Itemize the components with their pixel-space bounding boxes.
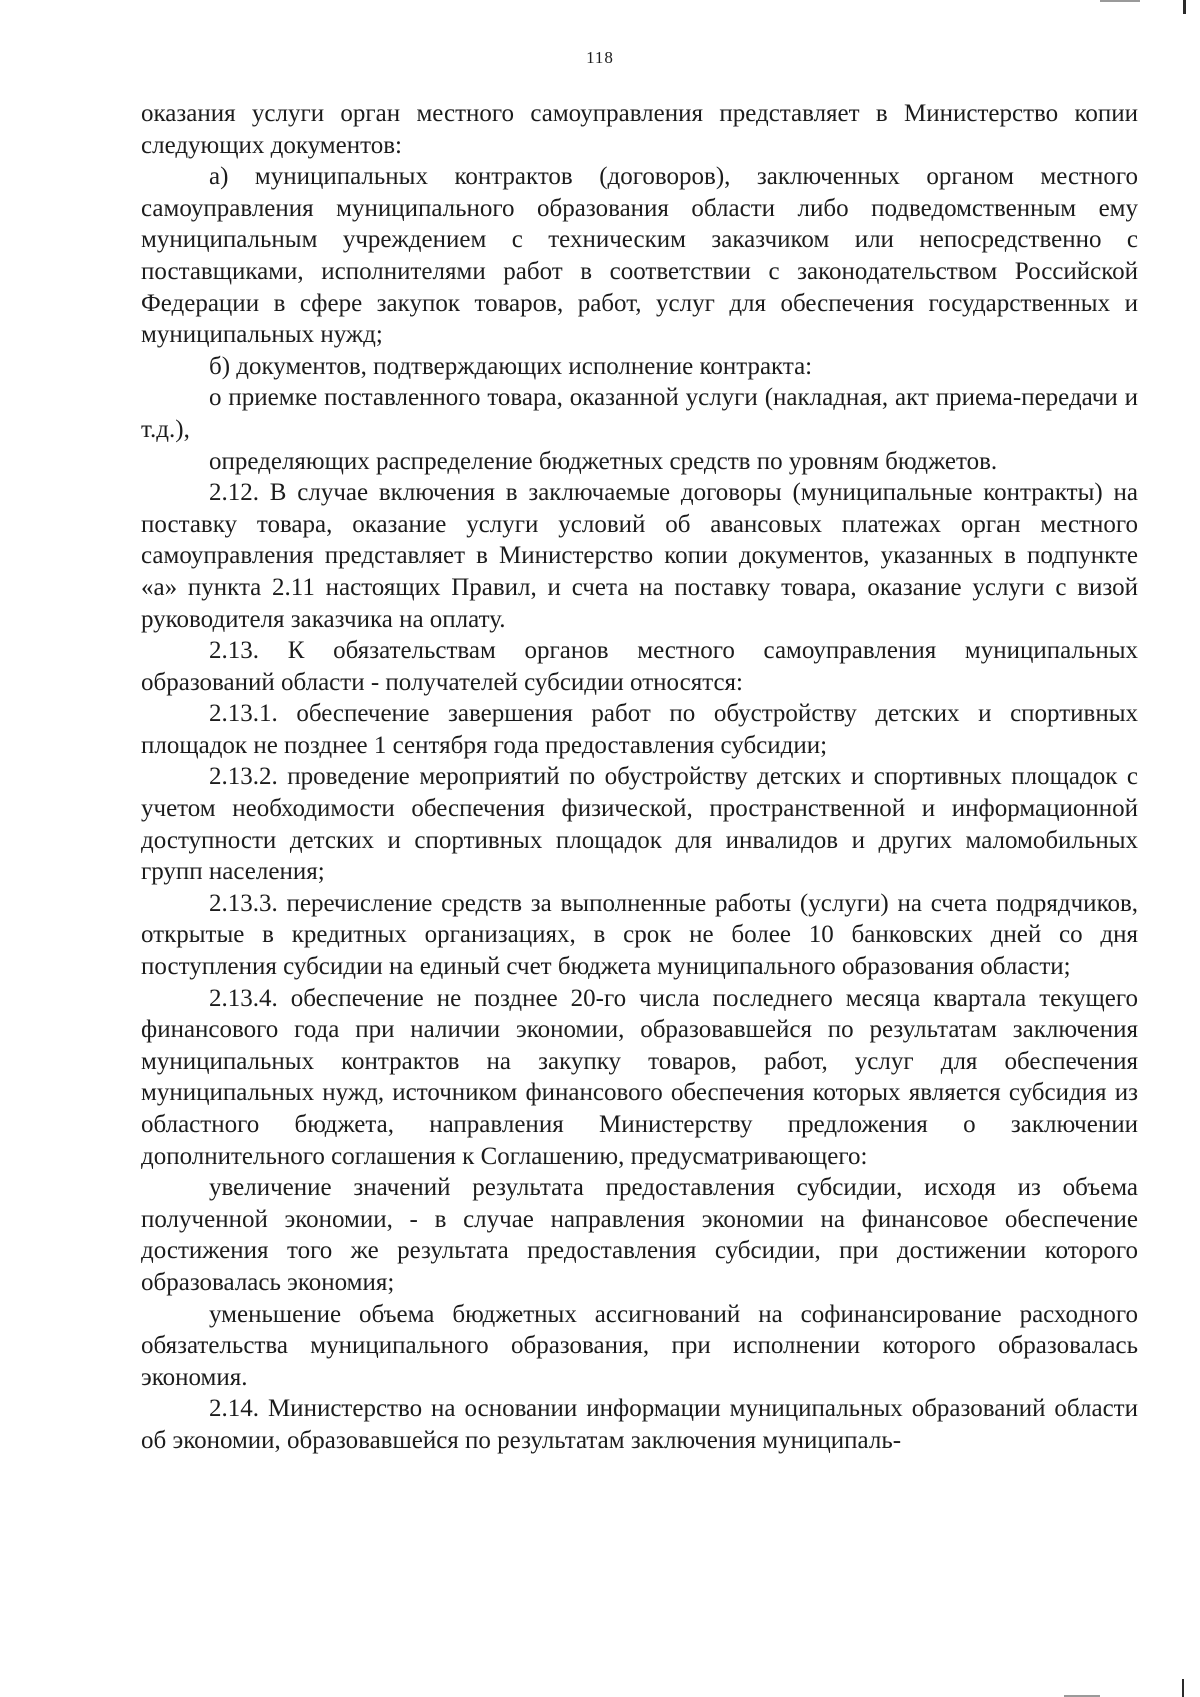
paragraph-2-13-1: 2.13.1. обеспечение завершения работ по обустройству детских и спортивных площадок не позднее 1 сентября года предоставления субсидии; xyxy=(141,700,1138,759)
paragraph-2-13-4: 2.13.4. обеспечение не позднее 20-го числа последнего месяца квартала текущего финансового года при наличии экономии, образовавшейся по результатам заключения муниципальных контрактов на закупку товаров, работ, услуг для обеспечения муниципальных нужд, источником финансового обеспечения которых является субсидия из областного бюджета, направления Министерству предложения о заключении дополнительного соглашения к Соглашению, предусматривающего: xyxy=(141,984,1138,1170)
paragraph-continuation: оказания услуги орган местного самоуправления представляет в Министерство копии следующих документов: xyxy=(141,100,1138,159)
scan-edge-mark xyxy=(1182,1679,1184,1697)
paragraph-item-a: а) муниципальных контрактов (договоров), заключенных органом местного самоуправления муниципального образования области либо подведомственным ему муниципальным учреждением с техническим заказчиком или непосредственно с поставщиками, исполнителями работ в соответствии с законодательством Российской Федерации в сфере закупок товаров, работ, услуг для обеспечения государственных и муниципальных нужд; xyxy=(141,163,1138,349)
paragraph-decrease: уменьшение объема бюджетных ассигнований на софинансирование расходного обязательства муниципального образования, при исполнении которого образовалась экономия. xyxy=(141,1300,1138,1391)
paragraph-2-13-3: 2.13.3. перечисление средств за выполненные работы (услуги) на счета подрядчиков, открытые в кредитных организациях, в срок не более 10 банковских дней со дня поступления субсидии на единый счет бюджета муниципального образования области; xyxy=(141,889,1138,981)
scan-edge-mark xyxy=(1100,0,1140,2)
paragraph-increase: увеличение значений результата предоставления субсидии, исходя из объема полученной экономии, - в случае направления экономии на финансовое обеспечение достижения того же результата предоставления субсидии, при достижении которого образовалась экономия; xyxy=(141,1174,1138,1296)
scan-edge-mark xyxy=(1183,0,1186,14)
paragraph-item-b: б) документов, подтверждающих исполнение контракта: xyxy=(209,352,813,380)
document-body xyxy=(141,98,1138,1457)
paragraph-acceptance: о приемке поставленного товара, оказанной услуги (накладная, акт приема-передачи и т.д.), xyxy=(141,384,1138,443)
page-number: 118 xyxy=(586,48,614,67)
paragraph-2-13: 2.13. К обязательствам органов местного самоуправления муниципальных образований области - получателей субсидии относятся: xyxy=(141,637,1138,696)
paragraph-distribution: определяющих распределение бюджетных средств по уровням бюджетов. xyxy=(209,447,998,475)
paragraph-2-14: 2.14. Министерство на основании информации муниципальных образований области об экономии, образовавшейся по результатам заключения муниципаль- xyxy=(141,1395,1138,1454)
paragraph-2-13-2: 2.13.2. проведение мероприятий по обустройству детских и спортивных площадок с учетом необходимости обеспечения физической, пространственной и информационной доступности детских и спортивных площадок для инвалидов и других маломобильных групп населения; xyxy=(141,763,1138,886)
paragraph-2-12: 2.12. В случае включения в заключаемые договоры (муниципальные контракты) на поставку товара, оказание услуги условий об авансовых платежах орган местного самоуправления представляет в Министерство копии документов, указанных в подпункте «а» пункта 2.11 настоящих Правил, и счета на поставку товара, оказание услуги с визой руководителя заказчика на оплату. xyxy=(141,479,1138,633)
